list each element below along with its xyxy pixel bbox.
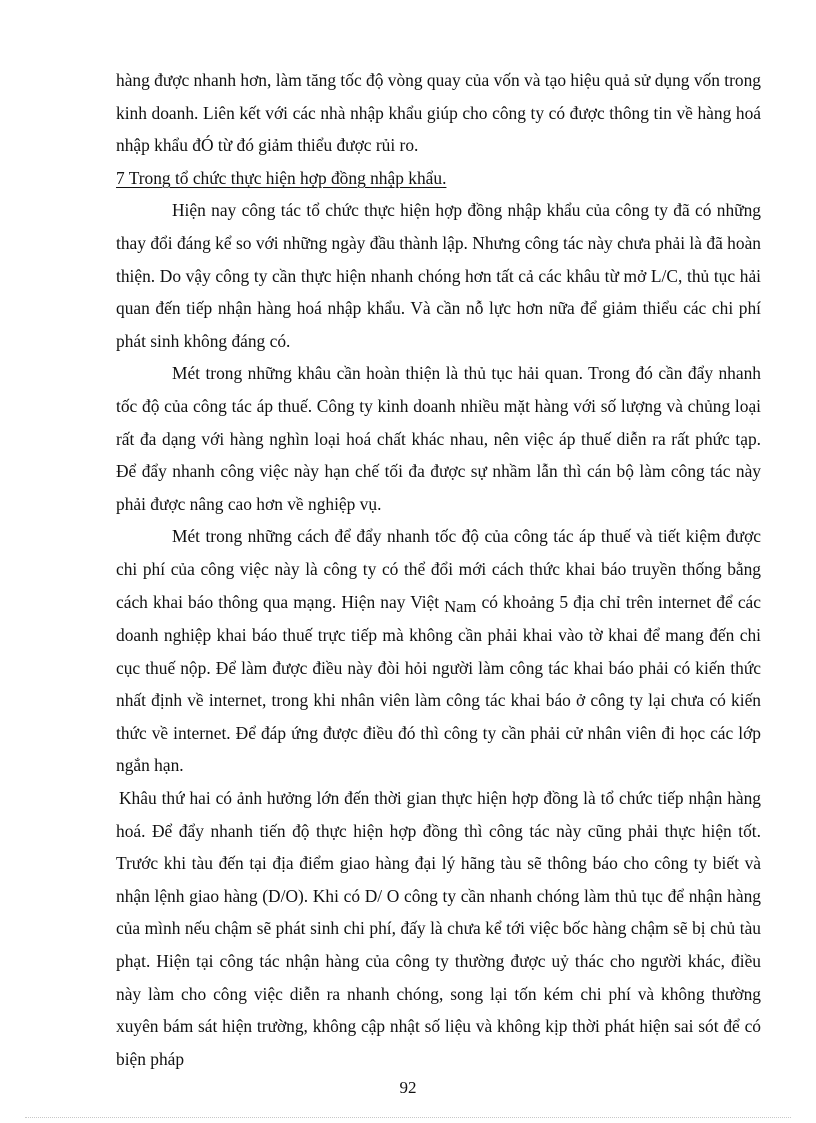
paragraph-3-part-1: Mét trong những cách để đẩy nhanh tốc độ của công tác áp thuế và tiết kiệm được chi phí của công việc này là công ty có thể đổi mới cách thức khai báo truyền thống bằng cách khai báo thông qua mạng. Hiện nay Việt — [116, 526, 761, 612]
paragraph-1: Hiện nay công tác tổ chức thực hiện hợp đồng nhập khẩu của công ty đã có những thay đổi đáng kể so với những ngày đầu thành lập. Nhưng công tác này chưa phải là đã hoàn thiện. Do vậy công ty cần thực hiện nhanh chóng hơn tất cả các khâu từ mở L/C, thủ tục hải quan đến tiếp nhận hàng hoá nhập khẩu. Và cần nỗ lực hơn nữa để giảm thiểu các chi phí phát sinh không đáng có. — [116, 200, 761, 351]
paragraph-4: Khâu thứ hai có ảnh hưởng lớn đến thời gian thực hiện hợp đồng là tổ chức tiếp nhận hàng hoá. Để đẩy nhanh tiến độ thực hiện hợp đồng thì công tác này cũng phải thực hiện tốt. Trước khi tàu đến tại địa điểm giao hàng đại lý hãng tàu sẽ thông báo cho công ty biết và nhận lệnh giao hàng (D/O). Khi có D/ O công ty cần nhanh chóng làm thủ tục để nhận hàng của mình nếu chậm sẽ phát sinh chi phí, đấy là chưa kể tới việc bốc hàng chậm sẽ bị chủ tàu phạt. Hiện tại công tác nhận hàng của công ty thường được uỷ thác cho người khác, điều này làm cho công việc diễn ra nhanh chóng, song lại tốn kém chi phí và không thường xuyên bám sát hiện trường, không cập nhật số liệu và không kịp thời phát hiện sai sót để có biện pháp — [116, 788, 761, 1069]
body-text — [116, 64, 761, 1075]
paragraph-3 — [116, 520, 761, 782]
paragraph-3-part-2: có khoảng 5 địa chỉ trên internet để các doanh nghiệp khai báo thuế trực tiếp mà không cần phải khai vào tờ khai để mang đến chi cục thuế nộp. Để làm được điều này đòi hỏi người làm công tác khai báo phải có kiến thức nhất định về internet, trong khi nhân viên làm công tác khai báo ở công ty lại chưa có kiến thức về internet. Để đáp ứng được điều đó thì công ty cần phải cử nhân viên đi học các lớp ngắn hạn. — [116, 591, 761, 776]
paragraph-continuation: hàng được nhanh hơn, làm tăng tốc độ vòng quay của vốn và tạo hiệu quả sử dụng vốn trong kinh doanh. Liên kết với các nhà nhập khẩu giúp cho công ty có được thông tin về hàng hoá nhập khẩu đÓ từ đó giảm thiểu được rủi ro. — [116, 70, 761, 156]
footer-divider — [25, 1117, 791, 1118]
paragraph-2: Mét trong những khâu cần hoàn thiện là thủ tục hải quan. Trong đó cần đẩy nhanh tốc độ của công tác áp thuế. Công ty kinh doanh nhiều mặt hàng với số lượng và chủng loại rất đa dạng với hàng nghìn loại hoá chất khác nhau, nên việc áp thuế diễn ra rất phức tạp. Để đẩy nhanh công việc này hạn chế tối đa được sự nhầm lẫn thì cán bộ làm công tác này phải được nâng cao hơn về nghiệp vụ. — [116, 363, 761, 514]
paragraph-3-subscript: Nam — [444, 596, 477, 616]
section-heading: 7 Trong tổ chức thực hiện hợp đồng nhập khẩu. — [116, 167, 447, 188]
page-number: 92 — [399, 1078, 417, 1097]
